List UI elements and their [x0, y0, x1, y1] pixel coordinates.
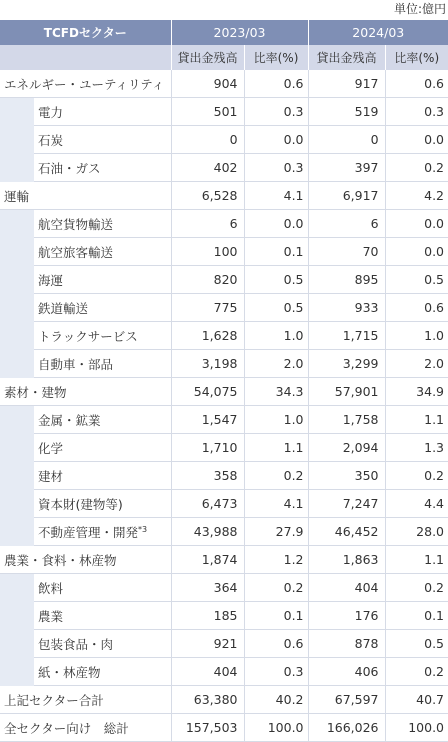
indent-cell: [0, 574, 34, 602]
balance-2023: 775: [171, 294, 244, 322]
indent-cell: [0, 630, 34, 658]
sector-name: エネルギー・ユーティリティ: [0, 70, 171, 98]
balance-2024: 350: [308, 462, 385, 490]
ratio-2023: 0.2: [244, 574, 308, 602]
ratio-2023: 4.1: [244, 490, 308, 518]
ratio-2023: 0.5: [244, 266, 308, 294]
indent-cell: [0, 518, 34, 546]
sector-name: トラックサービス: [34, 322, 171, 350]
balance-2023: 43,988: [171, 518, 244, 546]
balance-2024: 70: [308, 238, 385, 266]
ratio-2024: 4.4: [385, 490, 448, 518]
balance-2024: 46,452: [308, 518, 385, 546]
sector-name: 航空旅客輸送: [34, 238, 171, 266]
ratio-2023: 0.1: [244, 602, 308, 630]
ratio-2024: 0.2: [385, 658, 448, 686]
sector-name: 電力: [34, 98, 171, 126]
ratio-2024: 0.5: [385, 630, 448, 658]
balance-2023: 3,198: [171, 350, 244, 378]
sector-name: 包装食品・肉: [34, 630, 171, 658]
indent-cell: [0, 154, 34, 182]
table-row: [0, 322, 448, 350]
indent-cell: [0, 602, 34, 630]
indent-cell: [0, 210, 34, 238]
balance-2024: 1,715: [308, 322, 385, 350]
table-row: [0, 154, 448, 182]
ratio-2023: 27.9: [244, 518, 308, 546]
ratio-2023: 4.1: [244, 182, 308, 210]
footnote-mark: *3: [138, 524, 148, 534]
sector-name: 全セクター向け 総計: [0, 714, 171, 742]
balance-2024: 519: [308, 98, 385, 126]
balance-2024: 933: [308, 294, 385, 322]
ratio-2024: 0.2: [385, 462, 448, 490]
indent-cell: [0, 266, 34, 294]
balance-2023: 185: [171, 602, 244, 630]
table-row: [0, 350, 448, 378]
table-row: [0, 266, 448, 294]
sector-name: 金属・鉱業: [34, 406, 171, 434]
table-row: [0, 294, 448, 322]
header-sector: TCFDセクター: [0, 20, 171, 45]
balance-2023: 402: [171, 154, 244, 182]
balance-2024: 67,597: [308, 686, 385, 714]
ratio-2023: 1.0: [244, 322, 308, 350]
ratio-2024: 0.3: [385, 98, 448, 126]
balance-2024: 878: [308, 630, 385, 658]
ratio-2023: 0.3: [244, 154, 308, 182]
balance-2024: 406: [308, 658, 385, 686]
ratio-2024: 1.0: [385, 322, 448, 350]
ratio-2023: 1.1: [244, 434, 308, 462]
balance-2023: 1,547: [171, 406, 244, 434]
table-row: [0, 574, 448, 602]
balance-2024: 1,863: [308, 546, 385, 574]
table-row: [0, 546, 448, 574]
table-row: [0, 70, 448, 98]
ratio-2023: 0.2: [244, 462, 308, 490]
sector-name: 石炭: [34, 126, 171, 154]
table-row: [0, 434, 448, 462]
balance-2023: 0: [171, 126, 244, 154]
sector-name: 自動車・部品: [34, 350, 171, 378]
balance-2024: 2,094: [308, 434, 385, 462]
balance-2023: 904: [171, 70, 244, 98]
balance-2023: 404: [171, 658, 244, 686]
ratio-2023: 0.3: [244, 98, 308, 126]
ratio-2023: 0.3: [244, 658, 308, 686]
table-body: [0, 70, 448, 742]
ratio-2024: 28.0: [385, 518, 448, 546]
table-row: [0, 518, 448, 546]
indent-cell: [0, 98, 34, 126]
balance-2024: 176: [308, 602, 385, 630]
sector-name: 化学: [34, 434, 171, 462]
table-row: [0, 490, 448, 518]
ratio-2023: 0.0: [244, 126, 308, 154]
indent-cell: [0, 294, 34, 322]
ratio-2024: 0.0: [385, 210, 448, 238]
sector-name: 農業・食料・林産物: [0, 546, 171, 574]
ratio-2024: 4.2: [385, 182, 448, 210]
tcfd-loan-table: [0, 20, 448, 742]
indent-cell: [0, 406, 34, 434]
sector-name: 建材: [34, 462, 171, 490]
ratio-2024: 1.3: [385, 434, 448, 462]
balance-2023: 921: [171, 630, 244, 658]
ratio-2024: 0.1: [385, 602, 448, 630]
balance-2023: 100: [171, 238, 244, 266]
balance-2024: 7,247: [308, 490, 385, 518]
balance-2024: 166,026: [308, 714, 385, 742]
header-year-2023: 2023/03: [171, 20, 308, 45]
sector-name: 紙・林産物: [34, 658, 171, 686]
balance-2024: 917: [308, 70, 385, 98]
header-ratio-2024: 比率(%): [385, 45, 448, 70]
sector-name: 航空貨物輸送: [34, 210, 171, 238]
unit-label: 単位:億円: [393, 2, 446, 16]
table-row: [0, 658, 448, 686]
sector-name: 不動産管理・開発$^{*3}$: [34, 518, 171, 546]
sector-name: 農業: [34, 602, 171, 630]
table-row: [0, 238, 448, 266]
indent-cell: [0, 434, 34, 462]
balance-2023: 6,528: [171, 182, 244, 210]
indent-cell: [0, 238, 34, 266]
ratio-2024: 0.0: [385, 238, 448, 266]
ratio-2024: 0.2: [385, 154, 448, 182]
ratio-2023: 2.0: [244, 350, 308, 378]
ratio-2024: 0.6: [385, 294, 448, 322]
ratio-2023: 100.0: [244, 714, 308, 742]
ratio-2024: 100.0: [385, 714, 448, 742]
balance-2023: 1,628: [171, 322, 244, 350]
ratio-2024: 0.0: [385, 126, 448, 154]
ratio-2023: 1.0: [244, 406, 308, 434]
header-blank: [0, 45, 171, 70]
balance-2024: 0: [308, 126, 385, 154]
header-year-2024: 2024/03: [308, 20, 448, 45]
balance-2024: 1,758: [308, 406, 385, 434]
sector-name: 上記セクター合計: [0, 686, 171, 714]
sector-name: 飲料: [34, 574, 171, 602]
ratio-2023: 1.2: [244, 546, 308, 574]
balance-2023: 501: [171, 98, 244, 126]
indent-cell: [0, 126, 34, 154]
ratio-2024: 0.5: [385, 266, 448, 294]
table-row: [0, 378, 448, 406]
balance-2024: 3,299: [308, 350, 385, 378]
ratio-2023: 0.1: [244, 238, 308, 266]
indent-cell: [0, 350, 34, 378]
header-balance-2024: 貸出金残高: [308, 45, 385, 70]
table-row: [0, 406, 448, 434]
ratio-2023: 0.6: [244, 70, 308, 98]
balance-2023: 63,380: [171, 686, 244, 714]
ratio-2023: 0.0: [244, 210, 308, 238]
sector-name: 素材・建物: [0, 378, 171, 406]
sector-name: 運輸: [0, 182, 171, 210]
balance-2023: 54,075: [171, 378, 244, 406]
indent-cell: [0, 490, 34, 518]
ratio-2024: 2.0: [385, 350, 448, 378]
balance-2024: 397: [308, 154, 385, 182]
balance-2023: 1,710: [171, 434, 244, 462]
indent-cell: [0, 322, 34, 350]
balance-2024: 57,901: [308, 378, 385, 406]
sector-name: 海運: [34, 266, 171, 294]
ratio-2023: 0.6: [244, 630, 308, 658]
balance-2023: 6: [171, 210, 244, 238]
table-row: [0, 182, 448, 210]
balance-2023: 364: [171, 574, 244, 602]
balance-2023: 6,473: [171, 490, 244, 518]
ratio-2024: 1.1: [385, 546, 448, 574]
table-row: [0, 686, 448, 714]
balance-2024: 404: [308, 574, 385, 602]
balance-2024: 895: [308, 266, 385, 294]
sector-name: 資本財(建物等): [34, 490, 171, 518]
header-ratio-2023: 比率(%): [244, 45, 308, 70]
balance-2023: 358: [171, 462, 244, 490]
ratio-2024: 1.1: [385, 406, 448, 434]
ratio-2024: 0.6: [385, 70, 448, 98]
table-row: [0, 462, 448, 490]
sector-name: 鉄道輸送: [34, 294, 171, 322]
table-row: [0, 98, 448, 126]
balance-2023: 820: [171, 266, 244, 294]
ratio-2024: 34.9: [385, 378, 448, 406]
sector-name: 石油・ガス: [34, 154, 171, 182]
ratio-2024: 40.7: [385, 686, 448, 714]
header-balance-2023: 貸出金残高: [171, 45, 244, 70]
ratio-2024: 0.2: [385, 574, 448, 602]
table-row: [0, 126, 448, 154]
balance-2024: 6: [308, 210, 385, 238]
balance-2023: 1,874: [171, 546, 244, 574]
ratio-2023: 0.5: [244, 294, 308, 322]
ratio-2023: 40.2: [244, 686, 308, 714]
table-row: [0, 630, 448, 658]
balance-2024: 6,917: [308, 182, 385, 210]
balance-2023: 157,503: [171, 714, 244, 742]
indent-cell: [0, 658, 34, 686]
ratio-2023: 34.3: [244, 378, 308, 406]
table-row: [0, 602, 448, 630]
indent-cell: [0, 462, 34, 490]
table-row: [0, 210, 448, 238]
